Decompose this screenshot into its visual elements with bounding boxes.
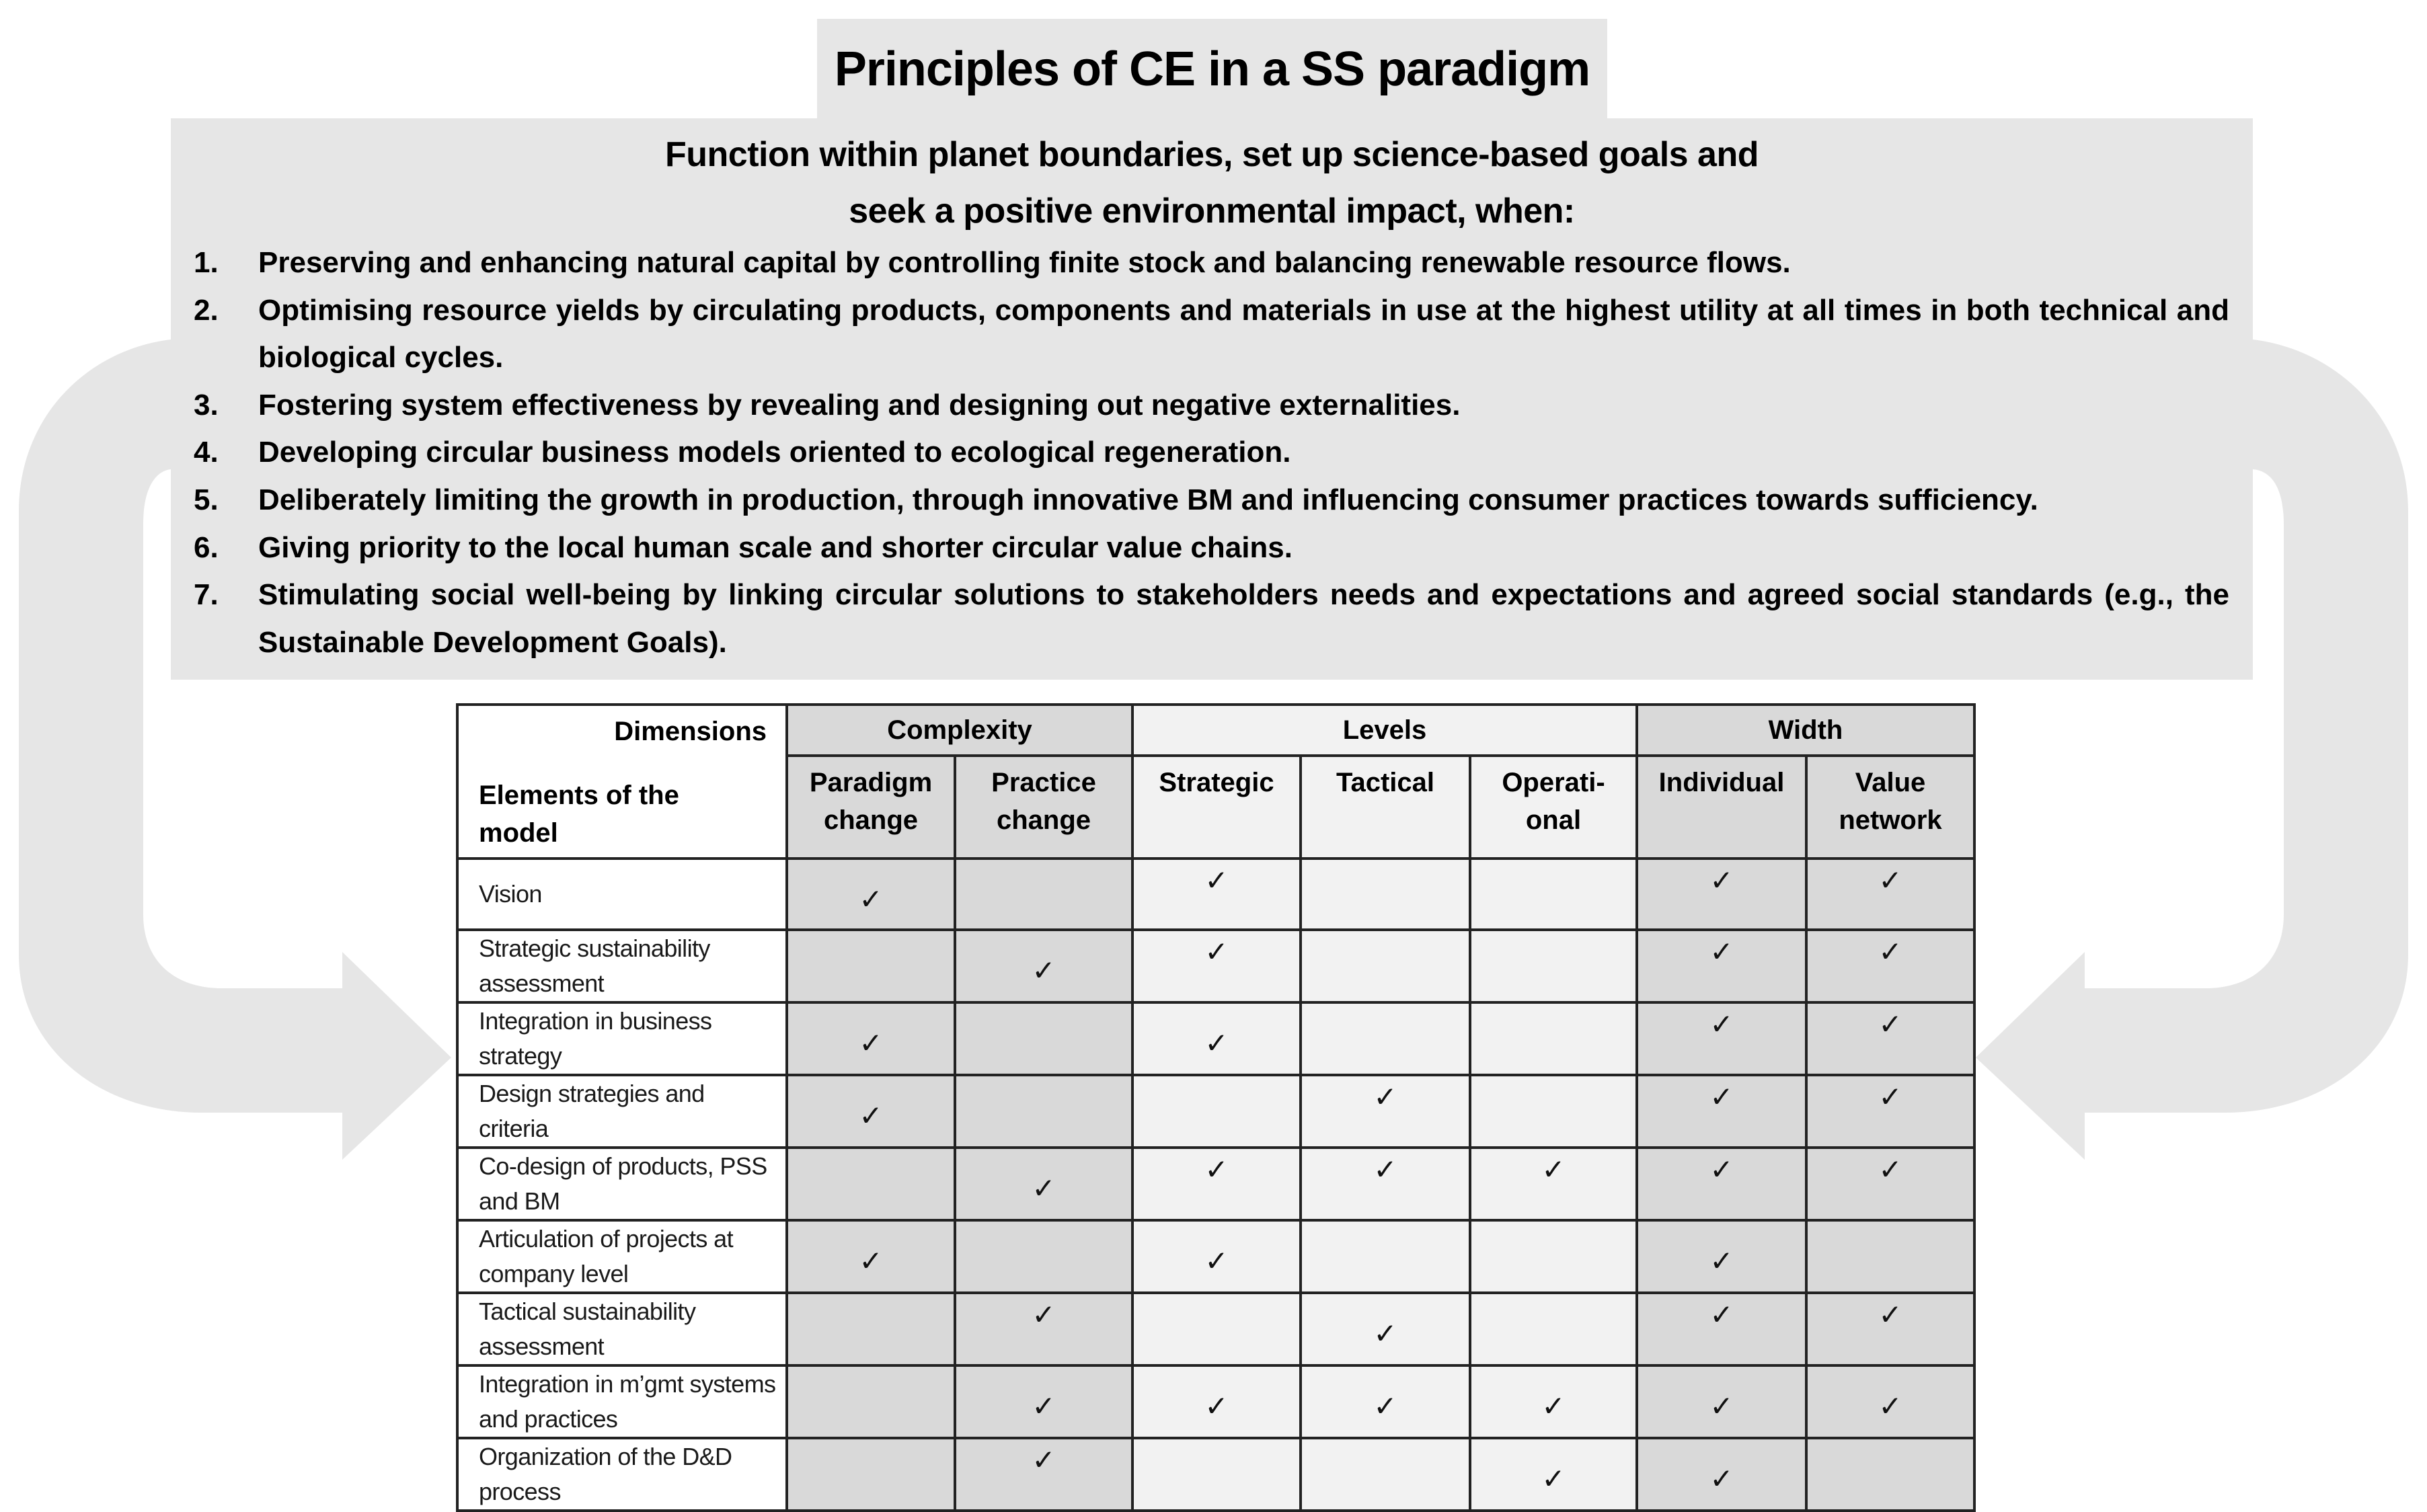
column-header-line: network [1839,805,1942,835]
checkmark-icon: ✓ [859,883,883,915]
checkmark-icon: ✓ [1032,1172,1056,1204]
check-cell [1806,859,1974,930]
check-cell [787,859,955,930]
group-header-width: Width [1637,705,1974,756]
check-cell [1470,1365,1637,1438]
column-header-line: Value [1855,768,1926,797]
check-cell [1806,1365,1974,1438]
table-row [457,1075,1974,1148]
diagram-title: Principles of CE in a SS paradigm [834,42,1590,96]
principles-list [171,239,2253,666]
checkmark-icon: ✓ [1541,1463,1566,1495]
title-tab [817,19,1607,120]
checkmark-icon: ✓ [1204,1027,1229,1059]
checkmark-icon: ✓ [1204,1245,1229,1277]
checkmark-icon: ✓ [1032,1444,1056,1476]
element-name: Co-design of products, PSS and BM [457,1148,787,1220]
table-row [457,1438,1974,1511]
check-cell [1132,1220,1301,1293]
element-name: Organization of the D&D process [457,1438,787,1511]
elements-label: Elements of the model [479,781,679,848]
check-cell [1301,1293,1470,1365]
checkmark-icon: ✓ [1709,936,1734,967]
check-cell [1132,1075,1301,1148]
check-cell [1637,1438,1806,1511]
principle-number: 3. [194,388,219,422]
check-cell [1637,1075,1806,1148]
principle-item [171,239,2253,287]
check-cell [1132,1365,1301,1438]
check-cell [787,1438,955,1511]
check-cell [787,1365,955,1438]
checkmark-icon: ✓ [1709,1008,1734,1040]
check-cell [955,1220,1132,1293]
column-header [787,756,955,859]
table-row [457,1365,1974,1438]
checkmark-icon: ✓ [1878,936,1902,967]
check-cell [1132,930,1301,1002]
check-cell [1637,1148,1806,1220]
principle-text: Fostering system effectiveness by revealing and designing out negative externalities. [258,388,1461,422]
check-cell [1301,1220,1470,1293]
checkmark-icon: ✓ [1709,1299,1734,1330]
principle-number: 6. [194,530,219,564]
check-cell [1637,1293,1806,1365]
principle-item [171,287,2253,382]
check-cell [955,1438,1132,1511]
column-header-line: change [823,805,919,835]
checkmark-icon: ✓ [1709,1081,1734,1113]
principle-text: Developing circular business models oriented to ecological regeneration. [258,436,1291,469]
check-cell [1470,1438,1637,1511]
table-row [457,1220,1974,1293]
checkmark-icon: ✓ [1541,1154,1566,1185]
checkmark-icon: ✓ [1204,1390,1229,1422]
check-cell [1470,1220,1637,1293]
column-header [1637,756,1806,859]
table-row [457,1148,1974,1220]
principles-panel [171,118,2253,680]
checkmark-icon: ✓ [859,1100,883,1131]
column-header-line: Tactical [1336,768,1434,797]
table-row [457,1002,1974,1075]
checkmark-icon: ✓ [1709,1154,1734,1185]
principle-number: 7. [194,578,219,612]
principle-text: Giving priority to the local human scale and shorter circular value chains. [258,530,1293,564]
column-header-line: Paradigm [809,768,933,797]
column-header-line: Strategic [1159,768,1274,797]
check-cell [787,930,955,1002]
principle-text: Optimising resource yields by circulating products, components and materials in use at the highest utility at all times in both technical and biological cycles. [258,293,2229,374]
table-row [457,1293,1974,1365]
check-cell [1637,1220,1806,1293]
principle-text: Stimulating social well-being by linking circular solutions to stakeholders needs and expectations and agreed social standards (e.g., the Sustainable Development Goals). [258,578,2229,659]
checkmark-icon: ✓ [1373,1390,1397,1422]
check-cell [955,859,1132,930]
column-header-line: onal [1525,805,1582,835]
checkmark-icon: ✓ [1878,1008,1902,1040]
checkmark-icon: ✓ [1709,1390,1734,1422]
column-header-line: Operati- [1502,768,1605,797]
table-row [457,859,1974,930]
check-cell [1470,1148,1637,1220]
table-corner-header [457,705,787,859]
check-cell [1637,1002,1806,1075]
check-cell [1637,930,1806,1002]
checkmark-icon: ✓ [1032,1390,1056,1422]
check-cell [955,1365,1132,1438]
checkmark-icon: ✓ [1709,1463,1734,1495]
checkmark-icon: ✓ [1878,1081,1902,1113]
checkmark-icon: ✓ [1204,865,1229,896]
check-cell [1132,1293,1301,1365]
check-cell [1301,1365,1470,1438]
checkmark-icon: ✓ [1878,1390,1902,1422]
check-cell [1132,1002,1301,1075]
principle-number: 4. [194,436,219,469]
group-header-levels: Levels [1132,705,1637,756]
principles-subtitle-line1: Function within planet boundaries, set up science-based goals and [665,135,1759,174]
check-cell [1806,1438,1974,1511]
model-dimensions-table [456,703,1976,1512]
check-cell [955,1148,1132,1220]
column-header-line: Practice [991,768,1096,797]
dimensions-label: Dimensions [614,717,767,746]
principle-item [171,477,2253,524]
check-cell [955,1293,1132,1365]
checkmark-icon: ✓ [1373,1081,1397,1113]
checkmark-icon: ✓ [1878,1299,1902,1330]
principle-item [171,382,2253,430]
check-cell [787,1002,955,1075]
checkmark-icon: ✓ [1032,1299,1056,1330]
check-cell [1301,930,1470,1002]
check-cell [1301,1438,1470,1511]
check-cell [787,1220,955,1293]
principle-item [171,429,2253,477]
check-cell [1470,1002,1637,1075]
check-cell [1806,930,1974,1002]
element-name: Articulation of projects at company level [457,1220,787,1293]
check-cell [787,1075,955,1148]
principle-number: 2. [194,293,219,327]
principle-item [171,571,2253,666]
check-cell [1637,859,1806,930]
check-cell [1132,859,1301,930]
checkmark-icon: ✓ [1032,955,1056,986]
checkmark-icon: ✓ [1373,1154,1397,1185]
check-cell [1806,1002,1974,1075]
element-name: Vision [457,859,787,930]
column-header [1301,756,1470,859]
checkmark-icon: ✓ [859,1245,883,1277]
check-cell [1301,1002,1470,1075]
check-cell [1132,1148,1301,1220]
principle-text: Deliberately limiting the growth in production, through innovative BM and influencing consumer practices towards sufficiency. [258,483,2038,516]
element-name: Integration in business strategy [457,1002,787,1075]
check-cell [1806,1220,1974,1293]
column-header-line: Individual [1658,768,1785,797]
element-name: Tactical sustainability assessment [457,1293,787,1365]
column-header [1470,756,1637,859]
checkmark-icon: ✓ [1709,865,1734,896]
checkmark-icon: ✓ [1878,865,1902,896]
element-name: Design strategies and criteria [457,1075,787,1148]
principle-item [171,524,2253,572]
check-cell [1806,1148,1974,1220]
check-cell [955,1075,1132,1148]
check-cell [955,1002,1132,1075]
element-name: Strategic sustainability assessment [457,930,787,1002]
principle-number: 1. [194,246,219,279]
checkmark-icon: ✓ [1878,1154,1902,1185]
principle-text: Preserving and enhancing natural capital by controlling finite stock and balancing renewable resource flows. [258,246,1791,279]
checkmark-icon: ✓ [1541,1390,1566,1422]
checkmark-icon: ✓ [1373,1318,1397,1349]
checkmark-icon: ✓ [1204,1154,1229,1185]
check-cell [1470,859,1637,930]
check-cell [1470,1075,1637,1148]
check-cell [1806,1293,1974,1365]
column-header [1806,756,1974,859]
column-header-line: change [996,805,1091,835]
checkmark-icon: ✓ [1709,1245,1734,1277]
element-name: Integration in m’gmt systems and practices [457,1365,787,1438]
check-cell [1301,1148,1470,1220]
check-cell [1132,1438,1301,1511]
table-row [457,930,1974,1002]
check-cell [955,930,1132,1002]
check-cell [787,1148,955,1220]
principles-subtitle-line2: seek a positive environmental impact, when: [849,192,1575,231]
check-cell [1637,1365,1806,1438]
group-header-complexity: Complexity [787,705,1132,756]
column-header [955,756,1132,859]
checkmark-icon: ✓ [1204,936,1229,967]
principle-number: 5. [194,483,219,516]
check-cell [1301,859,1470,930]
check-cell [1470,1293,1637,1365]
check-cell [1301,1075,1470,1148]
check-cell [1470,930,1637,1002]
check-cell [787,1293,955,1365]
check-cell [1806,1075,1974,1148]
checkmark-icon: ✓ [859,1027,883,1059]
column-header [1132,756,1301,859]
